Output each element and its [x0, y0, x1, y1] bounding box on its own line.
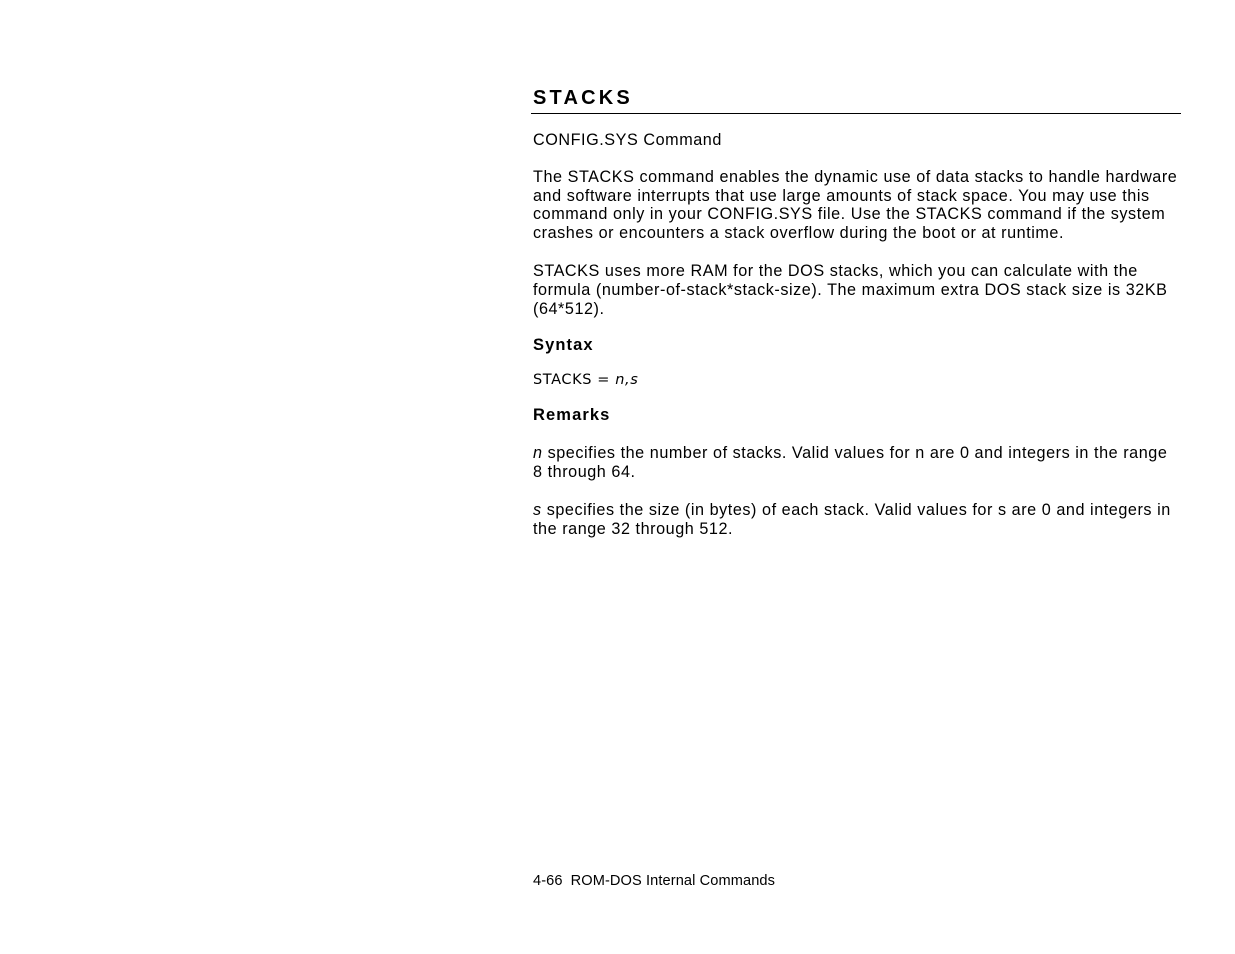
remark-text: specifies the size (in bytes) of each stack. Valid values for s are 0 and integers in the range 32 through 512. [533, 500, 1171, 538]
remark-item [533, 501, 1181, 539]
title-rule [531, 86, 1181, 114]
remark-term: n [533, 444, 543, 463]
remark-item [533, 444, 1181, 482]
section-title: STACKS [533, 87, 633, 109]
footer-page-number: 4-66 [533, 873, 563, 889]
description-paragraph-1: The STACKS command enables the dynamic use of data stacks to handle hardware and software interrupts that use large amounts of stack space. You may use this command only in your CONFIG.SYS file. Use the STACKS command if the system crashes or encounters a stack overflow during the boot or at runtime. [533, 167, 1178, 243]
page-content [533, 86, 1181, 539]
description-paragraph-2: STACKS uses more RAM for the DOS stacks, which you can calculate with the formula (number-of-stack*stack-size). The maximum extra DOS stack size is 32KB (64*512). [533, 261, 1168, 318]
syntax-command: STACKS = [533, 372, 616, 389]
footer-chapter: ROM-DOS Internal Commands [570, 873, 776, 889]
section-subtitle: CONFIG.SYS Command [533, 131, 722, 149]
page-footer [533, 872, 775, 890]
remarks-heading: Remarks [533, 406, 611, 425]
syntax-heading: Syntax [533, 336, 594, 355]
remark-text: specifies the number of stacks. Valid values for n are 0 and integers in the range 8 through 64. [533, 444, 1168, 482]
syntax-line [533, 371, 1181, 389]
remark-term: s [533, 500, 542, 519]
syntax-args: n,s [615, 372, 639, 389]
